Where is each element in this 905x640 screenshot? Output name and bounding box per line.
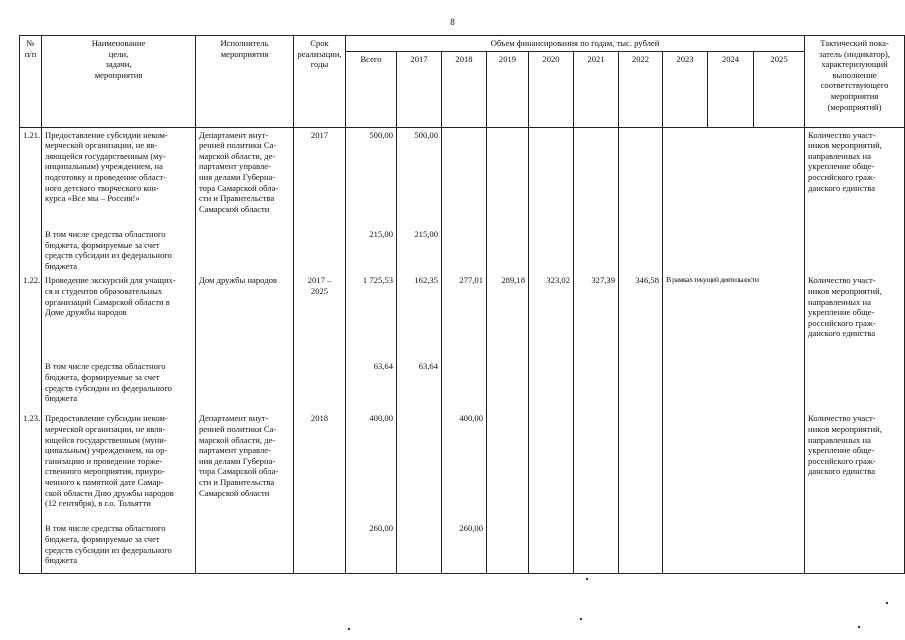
cell-name: В том числе средства областного бюджета, формируемые за счет средств субсидии из федерального бюджета (42, 227, 196, 273)
table-row (20, 227, 905, 273)
cell-y2022 (619, 411, 663, 521)
cell-indicator: Количество участ- ников мероприятий, направленных на укрепление обще- российского граж- данского единства (805, 411, 905, 521)
cell-term (294, 359, 346, 411)
cell-y2020 (529, 411, 574, 521)
cell-total: 215,00 (346, 227, 397, 273)
header-year: 2023 (663, 51, 708, 127)
cell-y2020: 323,02 (529, 273, 574, 359)
cell-y2021 (574, 227, 619, 273)
cell-note (663, 359, 805, 411)
cell-y2018: 260,00 (442, 521, 487, 573)
cell-num: 1.22. (20, 273, 42, 359)
cell-term (294, 521, 346, 573)
scan-speck (580, 618, 582, 620)
cell-total: 1 725,53 (346, 273, 397, 359)
header-year: 2021 (574, 51, 619, 127)
cell-y2019 (487, 359, 529, 411)
cell-y2019 (487, 521, 529, 573)
cell-y2018 (442, 127, 487, 227)
cell-y2017: 500,00 (397, 127, 442, 227)
scan-speck (886, 602, 888, 604)
cell-y2020 (529, 227, 574, 273)
cell-y2017 (397, 411, 442, 521)
scan-speck (586, 578, 588, 580)
cell-executor: Департамент внут- ренней политики Са- марской области, де- партамент управле- ния делами Губерна- тора Самарской обла- сти и Правительства Самарской области (196, 127, 294, 227)
header-year: 2017 (397, 51, 442, 127)
header-indicator: Тактический пока- затель (индикатор), характеризующий выполнение соответствующего мероприятия (мероприятий) (805, 36, 905, 128)
cell-indicator: Количество участ- ников мероприятий, направленных на укрепление обще- российского граж- данского единства (805, 273, 905, 359)
header-year: 2018 (442, 51, 487, 127)
cell-term: 2018 (294, 411, 346, 521)
cell-y2020 (529, 521, 574, 573)
cell-y2017: 162,35 (397, 273, 442, 359)
cell-y2018 (442, 227, 487, 273)
financing-table (19, 35, 905, 574)
header-year: 2022 (619, 51, 663, 127)
cell-y2019: 289,18 (487, 273, 529, 359)
cell-term: 2017 (294, 127, 346, 227)
cell-total: 500,00 (346, 127, 397, 227)
header-year: 2024 (708, 51, 754, 127)
header-year: 2019 (487, 51, 529, 127)
header-num: № п/п (20, 36, 42, 128)
cell-y2022 (619, 227, 663, 273)
cell-total: 400,00 (346, 411, 397, 521)
header-name: Наименование цели, задачи, мероприятия (42, 36, 196, 128)
header-term: Срок реализации, годы (294, 36, 346, 128)
cell-indicator: Количество участ- ников мероприятий, направленных на укрепление обще- российского граж- данского единства (805, 127, 905, 227)
cell-y2018: 277,01 (442, 273, 487, 359)
cell-y2022: 346,58 (619, 273, 663, 359)
table-row (20, 359, 905, 411)
cell-y2021 (574, 127, 619, 227)
cell-note: В рамках текущей деятельности (663, 273, 805, 359)
cell-indicator (805, 521, 905, 573)
cell-num (20, 521, 42, 573)
cell-total: 63,64 (346, 359, 397, 411)
cell-y2017: 63,64 (397, 359, 442, 411)
cell-y2021 (574, 411, 619, 521)
cell-term: 2017 – 2025 (294, 273, 346, 359)
table-row (20, 521, 905, 573)
cell-num: 1.21. (20, 127, 42, 227)
cell-indicator (805, 359, 905, 411)
cell-executor: Департамент внут- ренней политики Са- марской области, де- партамент управле- ния делами Губерна- тора Самарской обла- сти и Правительства Самарской области (196, 411, 294, 521)
cell-name: В том числе средства областного бюджета, формируемые за счет средств субсидии из федерального бюджета (42, 359, 196, 411)
cell-y2022 (619, 521, 663, 573)
scan-speck (858, 626, 860, 628)
cell-y2021: 327,39 (574, 273, 619, 359)
scan-speck (348, 628, 350, 630)
cell-executor (196, 359, 294, 411)
cell-y2021 (574, 521, 619, 573)
cell-name: В том числе средства областного бюджета, формируемые за счет средств субсидии из федерального бюджета (42, 521, 196, 573)
cell-note (663, 127, 805, 227)
header-executor: Исполнитель мероприятия (196, 36, 294, 128)
cell-note (663, 521, 805, 573)
cell-note (663, 411, 805, 521)
header-financing: Объем финансирования по годам, тыс. рублей (346, 36, 805, 52)
cell-y2019 (487, 227, 529, 273)
cell-y2019 (487, 127, 529, 227)
table-row (20, 273, 905, 359)
cell-note (663, 227, 805, 273)
cell-executor: Дом дружбы народов (196, 273, 294, 359)
table-row (20, 411, 905, 521)
table-row (20, 127, 905, 227)
cell-indicator (805, 227, 905, 273)
cell-executor (196, 227, 294, 273)
cell-num (20, 359, 42, 411)
header-year: 2025 (754, 51, 805, 127)
cell-term (294, 227, 346, 273)
header-total: Всего (346, 51, 397, 127)
cell-y2017: 215,00 (397, 227, 442, 273)
cell-name: Предоставление субсидии неком- мерческой организации, не яв- ляющейся государственным (му- ниципальным) учреждением, на подготовку и проведение област- ного детского творческого кон- курса «Все мы – Россия!» (42, 127, 196, 227)
cell-y2020 (529, 127, 574, 227)
cell-y2017 (397, 521, 442, 573)
cell-y2021 (574, 359, 619, 411)
cell-name: Предоставление субсидии неком- мерческой организации, не явля- ющейся государственным (муни- ципальным) учреждением, на ор- ганизацию и проведение торже- ственного мероприятия, приуро- ченного к памятной дате Самар- ской области Дню дружбы народов (12 сентября), в г.о. Тольятти (42, 411, 196, 521)
cell-num (20, 227, 42, 273)
cell-y2018 (442, 359, 487, 411)
cell-name: Проведение экскурсий для учащих- ся и студентов образовательных организаций Самарской области в Доме дружбы народов (42, 273, 196, 359)
cell-y2018: 400,00 (442, 411, 487, 521)
cell-y2022 (619, 359, 663, 411)
page-number: 8 (450, 17, 455, 27)
cell-y2020 (529, 359, 574, 411)
cell-total: 260,00 (346, 521, 397, 573)
cell-y2019 (487, 411, 529, 521)
cell-num: 1.23. (20, 411, 42, 521)
header-year: 2020 (529, 51, 574, 127)
cell-executor (196, 521, 294, 573)
cell-y2022 (619, 127, 663, 227)
